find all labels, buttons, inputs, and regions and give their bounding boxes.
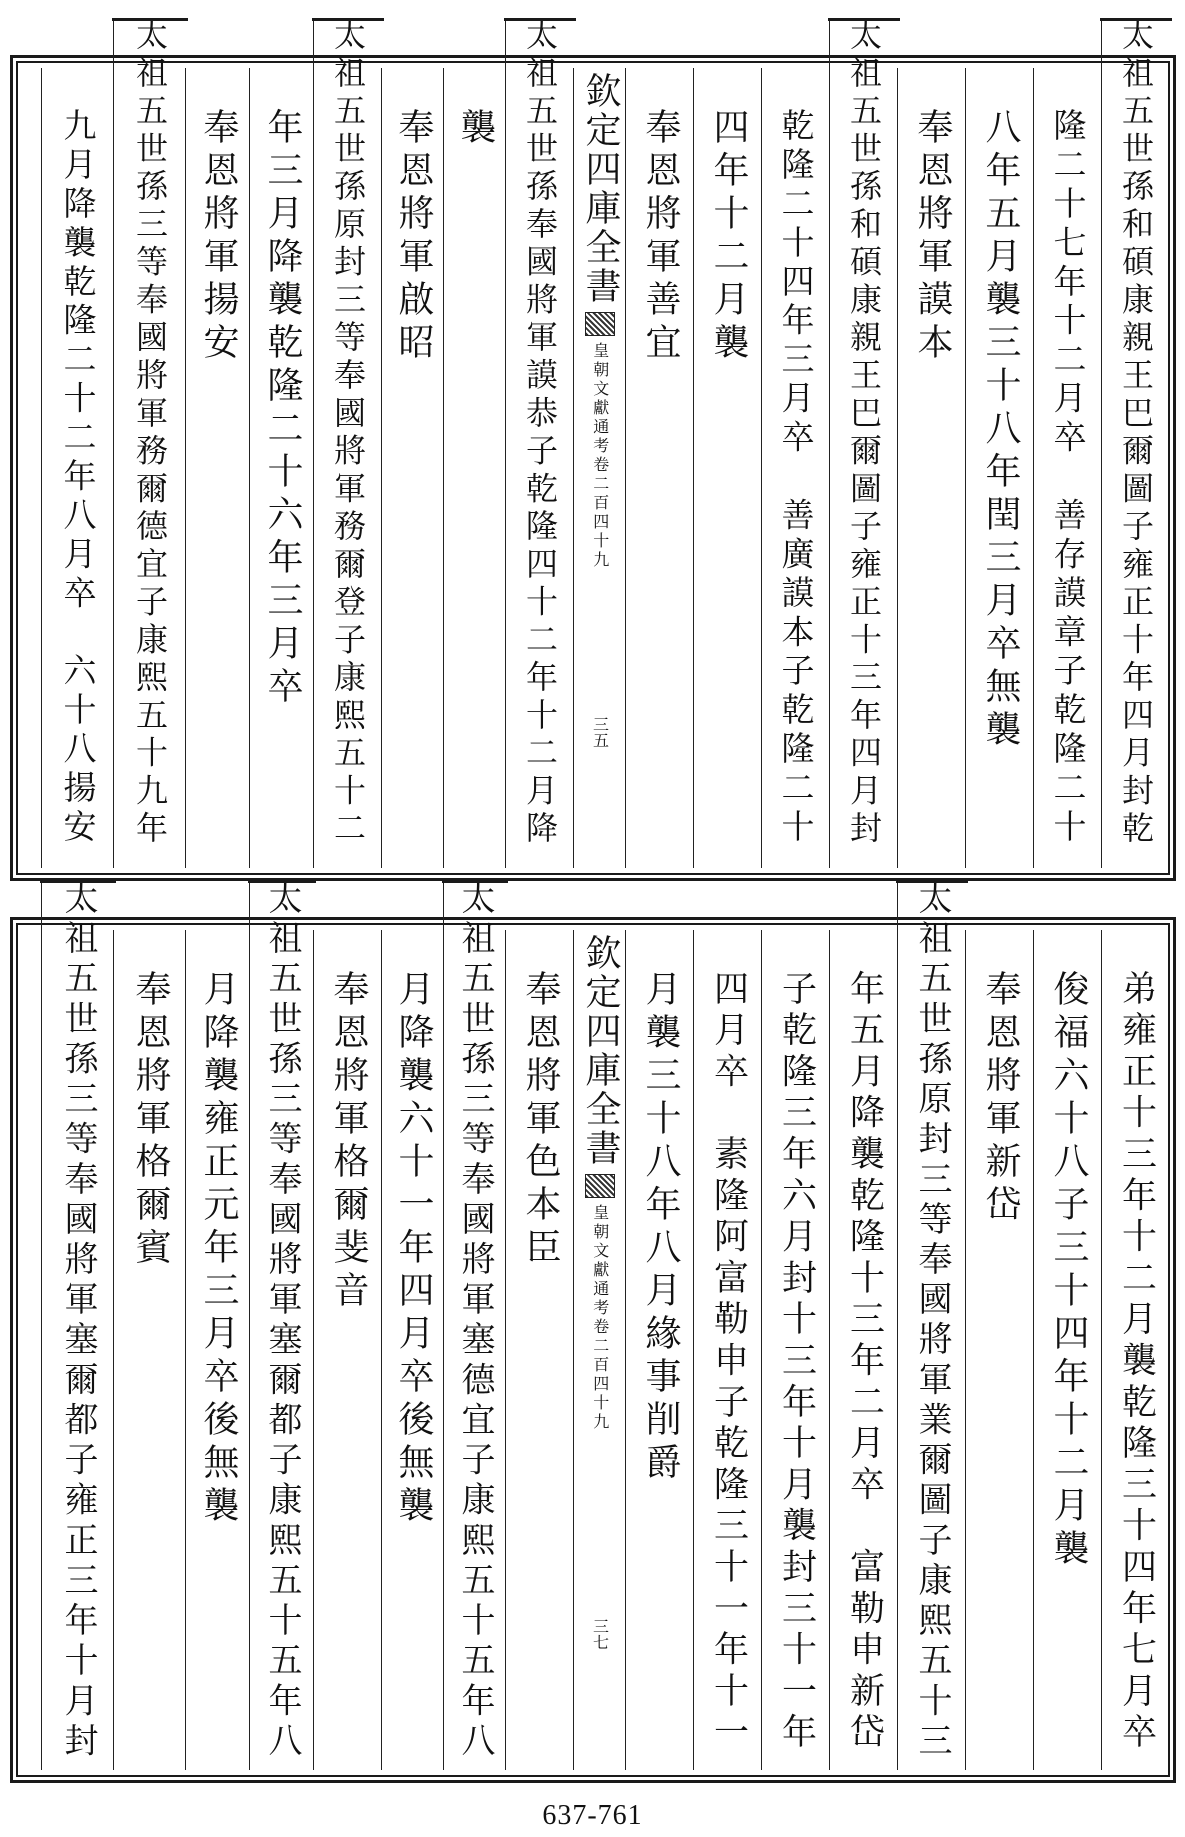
text-column	[897, 880, 966, 1770]
column-text: 太祖五世孫三等奉國將軍塞爾都子康熙五十五年八	[262, 880, 302, 1763]
text-column	[829, 930, 898, 1770]
book-title: 欽定四庫全書	[580, 72, 621, 306]
text-column	[185, 68, 250, 868]
column-text: 太祖五世孫三等奉國將軍塞爾都子雍正三年十月封	[58, 880, 98, 1763]
column-text: 奉恩將軍謨本	[912, 108, 953, 366]
text-column	[1101, 930, 1170, 1770]
column-text: 弟雍正十三年十二月襲乾隆三十四年七月卒	[1116, 970, 1157, 1755]
source-title: 皇朝文獻通考	[590, 1204, 610, 1318]
volume-number: 卷二百四十九	[590, 456, 610, 570]
fishtail-ornament-icon	[585, 312, 615, 336]
column-text: 奉恩將軍善宜	[640, 108, 681, 366]
text-column	[965, 930, 1034, 1770]
text-column	[41, 68, 114, 868]
text-column	[897, 68, 966, 868]
column-text: 年三月降襲乾隆二十六年三月卒	[262, 108, 303, 710]
column-text: 太祖五世孫三等奉國將軍務爾德宜子康熙五十九年	[131, 18, 169, 849]
text-column	[381, 930, 444, 1770]
column-text: 隆二十七年十二月卒 善存謨章子乾隆二十	[1048, 108, 1088, 848]
column-text: 太祖五世孫奉國將軍謨恭子乾隆四十二年十二月降	[521, 18, 559, 849]
column-text: 奉恩將軍色本臣	[520, 970, 561, 1271]
column-text: 子乾隆三年六月封十三年十月襲封三十一年	[776, 970, 817, 1755]
column-text: 奉恩將軍揚安	[198, 108, 239, 366]
page-margin-column	[573, 930, 626, 1770]
column-text: 九月降襲乾隆二十二年八月卒 六十八揚安	[58, 108, 98, 848]
text-column	[965, 68, 1034, 868]
page-margin-column	[573, 68, 626, 868]
top-page-panel	[10, 18, 1176, 881]
text-column	[761, 930, 830, 1770]
column-text: 太祖五世孫原封三等奉國將軍務爾登子康熙五十二	[329, 18, 367, 849]
column-text: 年五月降襲乾隆十三年二月卒 富勒申新岱	[844, 970, 885, 1755]
column-text: 奉恩將軍格爾賓	[130, 970, 171, 1271]
source-title: 皇朝文獻通考	[590, 342, 610, 456]
text-column	[443, 880, 506, 1770]
page-number: 三七	[590, 1618, 610, 1650]
text-column	[113, 930, 186, 1770]
column-text: 八年五月襲三十八年閏三月卒無襲	[980, 108, 1021, 753]
bottom-page-panel	[10, 880, 1176, 1783]
text-column	[313, 18, 382, 868]
text-column	[761, 68, 830, 868]
column-text: 月襲三十八年八月緣事削爵	[640, 970, 681, 1486]
text-column	[249, 68, 314, 868]
text-column	[1033, 930, 1102, 1770]
text-column	[381, 68, 444, 868]
text-column	[505, 18, 574, 868]
text-column	[693, 68, 762, 868]
column-text: 太祖五世孫和碩康親王巴爾圖子雍正十年四月封乾	[1117, 18, 1155, 849]
text-column	[625, 68, 694, 868]
text-column	[113, 18, 186, 868]
column-text: 太祖五世孫原封三等奉國將軍業爾圖子康熙五十三	[912, 880, 952, 1763]
volume-number: 卷二百四十九	[590, 1318, 610, 1432]
page-reference: 637-761	[542, 1800, 643, 1831]
column-text: 四月卒 素隆阿富勒申子乾隆三十一年十一	[708, 970, 749, 1755]
column-text: 太祖五世孫和碩康親王巴爾圖子雍正十三年四月封	[845, 18, 883, 849]
text-column	[693, 930, 762, 1770]
column-text: 俊福六十八子三十四年十二月襲	[1048, 970, 1089, 1572]
fishtail-ornament-icon	[585, 1174, 615, 1198]
column-text: 月降襲六十一年四月卒後無襲	[393, 970, 434, 1529]
text-column	[829, 18, 898, 868]
text-column	[185, 930, 250, 1770]
column-text: 四年十二月襲	[708, 108, 749, 366]
column-text: 襲	[455, 108, 496, 151]
page-number: 三五	[590, 716, 610, 748]
column-text: 月降襲雍正元年三月卒後無襲	[198, 970, 239, 1529]
text-column	[41, 880, 114, 1770]
book-title: 欽定四庫全書	[580, 934, 621, 1168]
text-column	[625, 930, 694, 1770]
column-text: 奉恩將軍啟昭	[393, 108, 434, 366]
text-column	[505, 930, 574, 1770]
text-column	[1033, 68, 1102, 868]
column-text: 奉恩將軍新岱	[980, 970, 1021, 1228]
column-text: 太祖五世孫三等奉國將軍塞德宜子康熙五十五年八	[455, 880, 495, 1763]
column-text: 奉恩將軍格爾斐音	[328, 970, 369, 1314]
text-column	[443, 68, 506, 868]
text-column	[249, 880, 314, 1770]
column-text: 乾隆二十四年三月卒 善廣謨本子乾隆二十	[776, 108, 816, 848]
text-column	[1101, 18, 1170, 868]
text-column	[313, 930, 382, 1770]
